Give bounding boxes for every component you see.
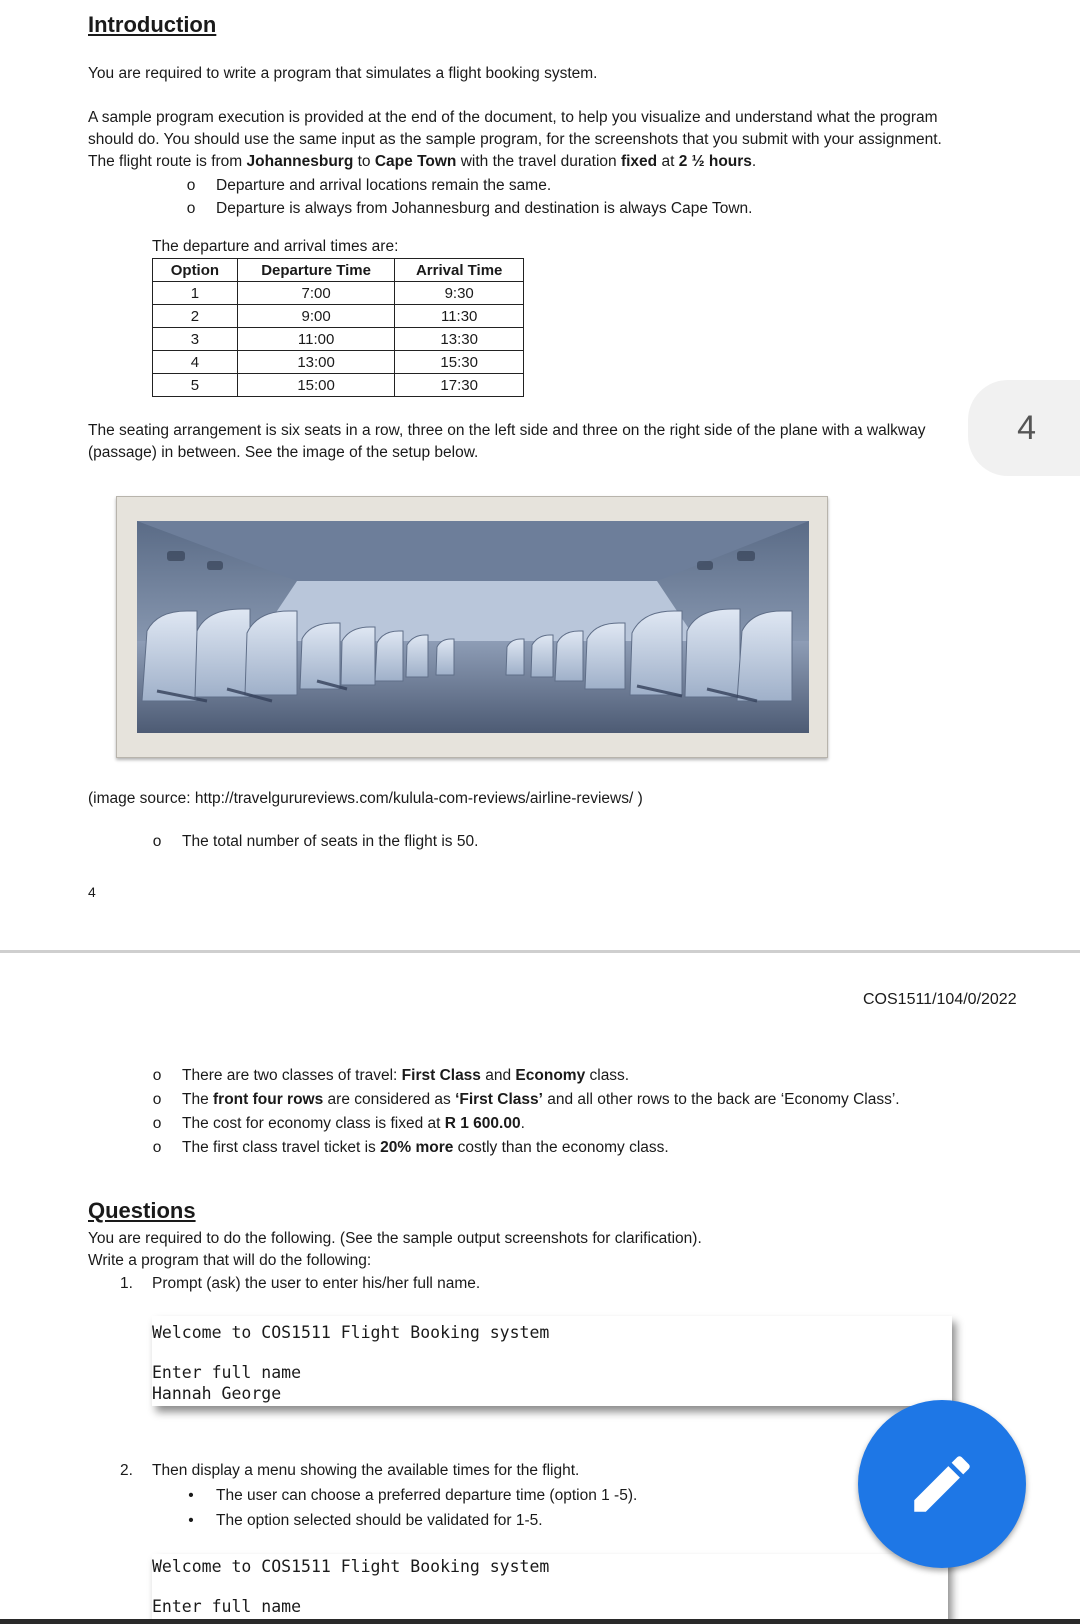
questions-intro [88,1228,702,1272]
page-number-badge-label: 4 [1017,408,1036,447]
classes-bullet: o The first class travel ticket is 20% more costly than the economy class. [152,1139,669,1156]
questions-line2: Write a program that will do the following: [88,1252,372,1269]
table-cell: 2 [153,305,238,328]
bottom-bar [0,1619,1080,1624]
table-cell: 1 [153,282,238,305]
table-cell: 11:00 [237,328,395,351]
table-cell: 4 [153,351,238,374]
intro-paragraph-1: You are required to write a program that simulates a flight booking system. [88,65,598,82]
table-cell: 9:30 [395,282,524,305]
console-line: Enter full name [152,1363,302,1382]
table-cell: 3 [153,328,238,351]
table-cell: 9:00 [237,305,395,328]
table-row [153,305,524,328]
question-2-bullet: • The option selected should be validated for 1-5. [188,1512,543,1529]
times-table [152,258,524,397]
table-cell: 5 [153,374,238,397]
table-row [153,328,524,351]
intro-bullet: o Departure is always from Johannesburg and destination is always Cape Town. [186,200,753,217]
classes-bullet: o The front four rows are considered as ‘First Class’ and all other rows to the back are ‘Economy Class’. [152,1091,900,1108]
questions-line1: You are required to do the following. (See the sample output screenshots for clarification). [88,1230,702,1247]
table-row [153,374,524,397]
course-code: COS1511/104/0/2022 [863,991,1017,1008]
table-cell: 13:00 [237,351,395,374]
intro-p2-line1: A sample program execution is provided at the end of the document, to help you visualize and understand what the program [88,109,938,126]
total-seats-bullet: o The total number of seats in the flight is 50. [152,833,479,850]
table-row [153,351,524,374]
page-divider [0,950,1080,953]
column-header: Option [153,259,238,282]
pencil-icon [905,1447,979,1521]
intro-heading: Introduction [88,12,217,37]
console-line: Welcome to COS1511 Flight Booking system [152,1323,550,1342]
table-cell: 13:30 [395,328,524,351]
console-output-1 [152,1316,952,1406]
table-cell: 15:30 [395,351,524,374]
image-source: (image source: http://travelgurureviews.com/kulula-com-reviews/airline-reviews/ ) [88,790,643,807]
console-line: Welcome to COS1511 Flight Booking system [152,1557,550,1576]
question-2-bullet: • The user can choose a preferred departure time (option 1 -5). [188,1487,638,1504]
seating-paragraph [88,420,1008,464]
cabin-image-frame [116,496,828,758]
seating-line2: (passage) in between. See the image of the setup below. [88,444,479,461]
intro-paragraph-2 [88,107,1048,173]
table-cell: 15:00 [237,374,395,397]
questions-heading: Questions [88,1198,196,1223]
edit-fab-button[interactable] [858,1400,1026,1568]
table-cell: 7:00 [237,282,395,305]
console-output-2 [152,1554,948,1624]
question-1: 1. Prompt (ask) the user to enter his/her full name. [120,1275,481,1292]
footer-page-number: 4 [88,884,96,900]
seating-line1: The seating arrangement is six seats in a row, three on the left side and three on the right side of the plane with a walkway [88,422,926,439]
intro-p2-line2: should do. You should use the same input as the sample program, for the screenshots that you submit with your assignment. [88,131,942,148]
console-line: Enter full name [152,1597,302,1616]
intro-bullet: o Departure and arrival locations remain the same. [186,177,552,194]
table-cell: 17:30 [395,374,524,397]
console-line: Hannah George [152,1384,282,1403]
classes-bullet: o There are two classes of travel: First Class and Economy class. [152,1067,630,1084]
column-header: Arrival Time [395,259,524,282]
airplane-cabin-image [137,521,809,733]
table-header-row [153,259,524,282]
intro-p2-line3: The flight route is from Johannesburg to Cape Town with the travel duration fixed at 2 ½ hours. [88,153,757,170]
table-cell: 11:30 [395,305,524,328]
classes-bullet: o The cost for economy class is fixed at R 1 600.00. [152,1115,525,1132]
question-2: 2. Then display a menu showing the available times for the flight. [120,1462,580,1479]
times-table-caption: The departure and arrival times are: [152,238,399,255]
page-number-badge[interactable] [968,380,1080,476]
column-header: Departure Time [237,259,395,282]
table-row [153,282,524,305]
